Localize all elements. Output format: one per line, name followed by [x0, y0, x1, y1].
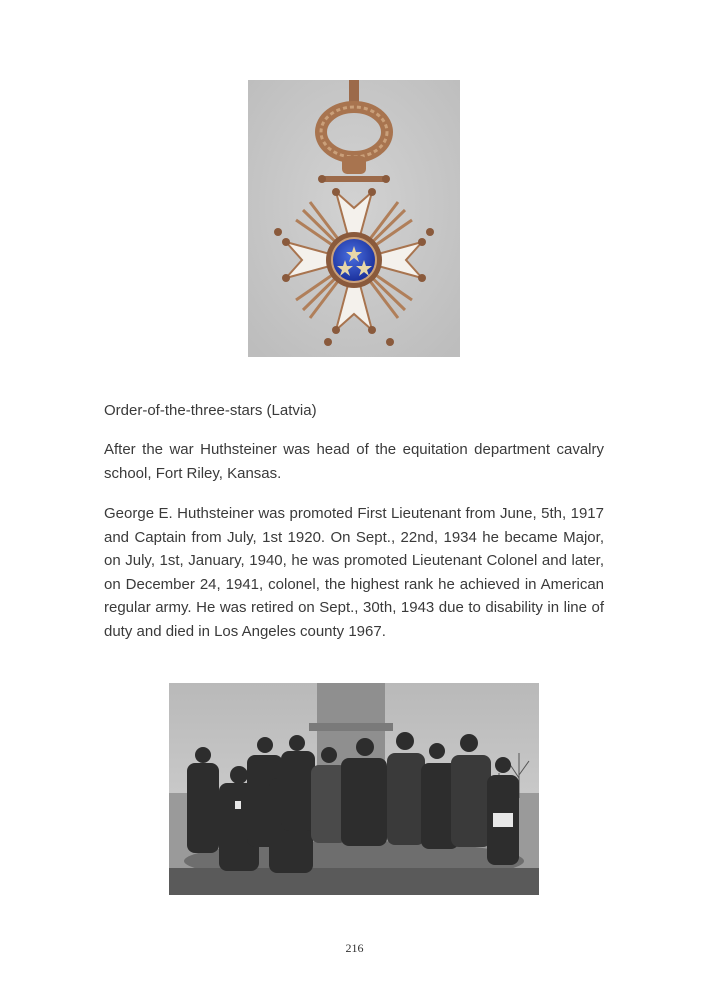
officers-group-photo — [169, 683, 539, 895]
paragraph-postwar: After the war Huthsteiner was head of the equitation department cavalry school, Fort Riley, Kansas. — [104, 441, 604, 482]
medal-photo — [248, 80, 460, 357]
paragraph-career: George E. Huthsteiner was promoted First Lieutenant from June, 5th, 1917 and Captain from July, 1st 1920. On Sept., 22nd, 1934 he became Major, on July, 1st, January, 1940, he was promoted Lieutenant Colonel and later, on December 24, 1941, colonel, the highest rank he achieved in American regular army. He was retired on Sept., 30th, 1943 due to disability in line of duty and died in Los Angeles county 1967. — [104, 505, 604, 640]
medal-caption: Order-of-the-three-stars (Latvia) — [104, 402, 317, 419]
page-number: 216 — [345, 941, 364, 955]
